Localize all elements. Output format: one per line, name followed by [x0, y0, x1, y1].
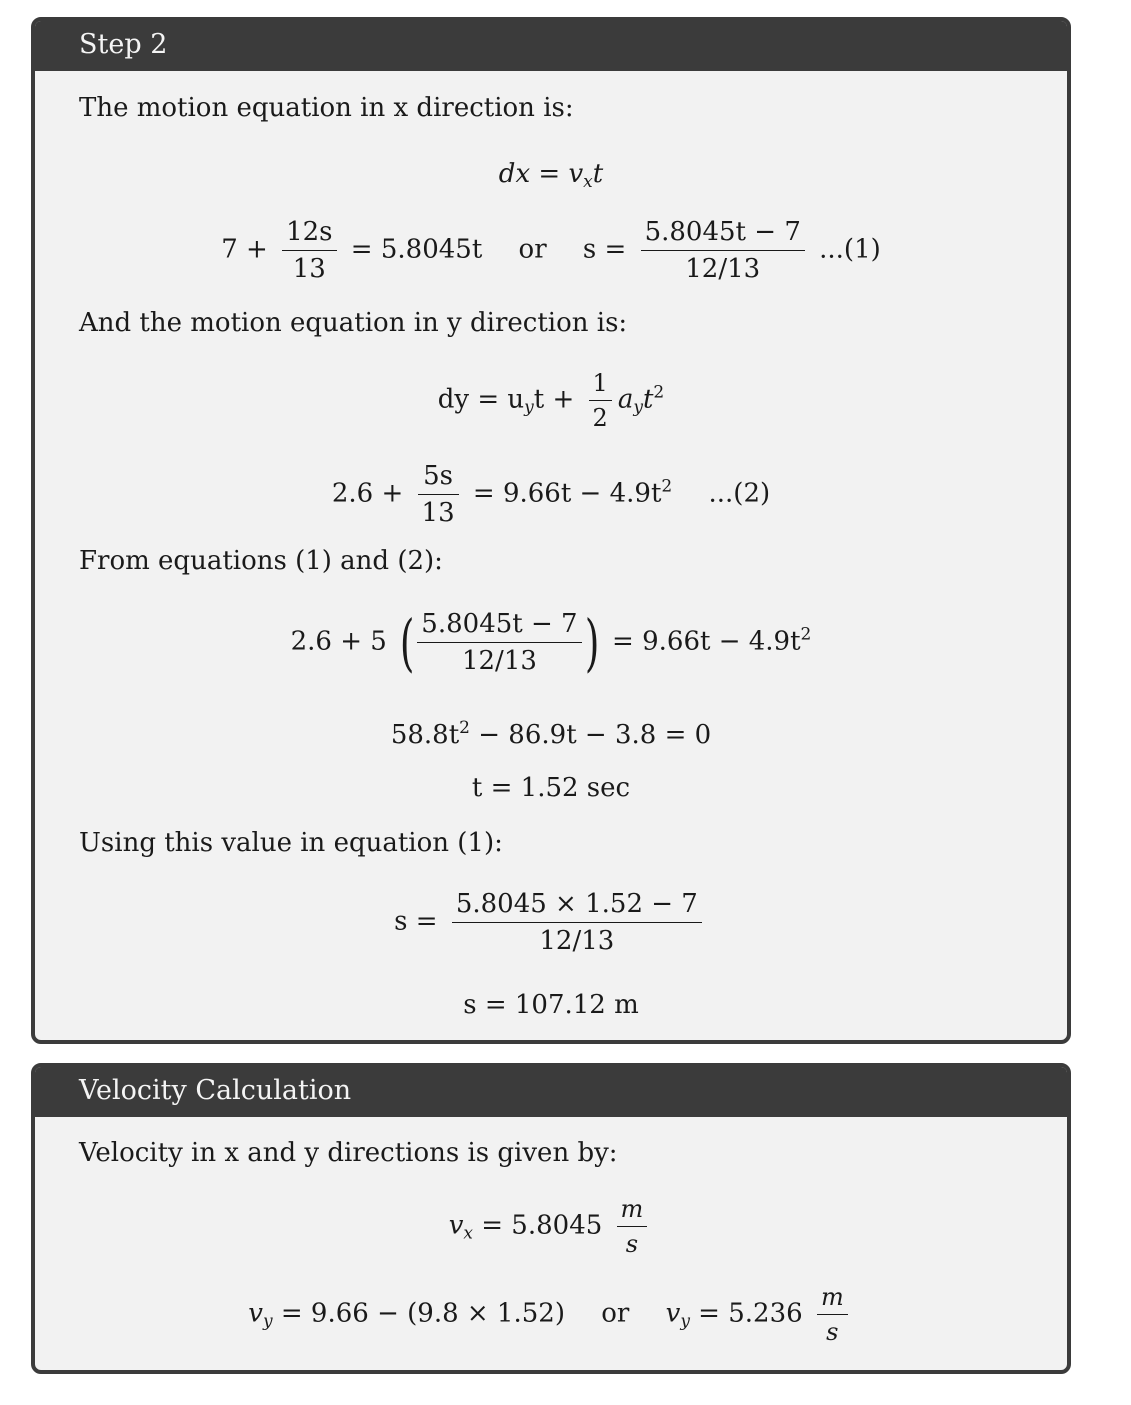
- equation-vy: $v_y = 9.66 - (9.8 \times 1.52)$ or $v_y = 5.236$ $\frac{m}{s}$: [35, 1283, 1067, 1346]
- paragraph-x-motion: The motion equation in x direction is:: [79, 93, 574, 123]
- equation-5: t = 1.52 sec: [471, 773, 631, 803]
- equation-3: 2.6 + 5 ( $\frac{5.8045t - 7}{12/13}$ ) = $9.66t - 4.9t^2$: [290, 605, 812, 679]
- equation-2: 2.6 + $\frac{5s}{13}$ = $9.66t - 4.9t^2$ ...(2): [331, 461, 771, 528]
- equation-vx: $v_x = 5.8045$ $\frac{m}{s}$: [35, 1195, 1067, 1258]
- equation-1: 7 + $\frac{12s}{13}$ = 5.8045t or s = $\frac{5.8045t - 7}{12/13}$ ...(1): [221, 217, 881, 284]
- equation-4: $58.8t^2 - 86.9t - 3.8 = 0$: [390, 718, 712, 750]
- paragraph-from-equations: From equations (1) and (2):: [79, 546, 443, 576]
- equation-dx: dx = $v_xt$: [498, 159, 604, 192]
- paragraph-velocity: Velocity in x and y directions is given by:: [79, 1138, 618, 1168]
- equation-dy: dy = $u_yt$ + $\frac{1}{2}$ $a_yt^2$: [437, 369, 665, 432]
- paragraph-using-value: Using this value in equation (1):: [79, 828, 503, 858]
- equation-7: s = 107.12 m: [463, 990, 639, 1020]
- equation-6: s = $\frac{5.8045 \times 1.52 - 7}{12/13}$: [35, 889, 1067, 956]
- velocity-box: [31, 1063, 1071, 1374]
- velocity-title: Velocity Calculation: [35, 1067, 1067, 1117]
- step-2-box: [31, 17, 1071, 1044]
- paragraph-y-motion: And the motion equation in y direction is:: [79, 308, 628, 338]
- step-2-title: Step 2: [35, 21, 1067, 71]
